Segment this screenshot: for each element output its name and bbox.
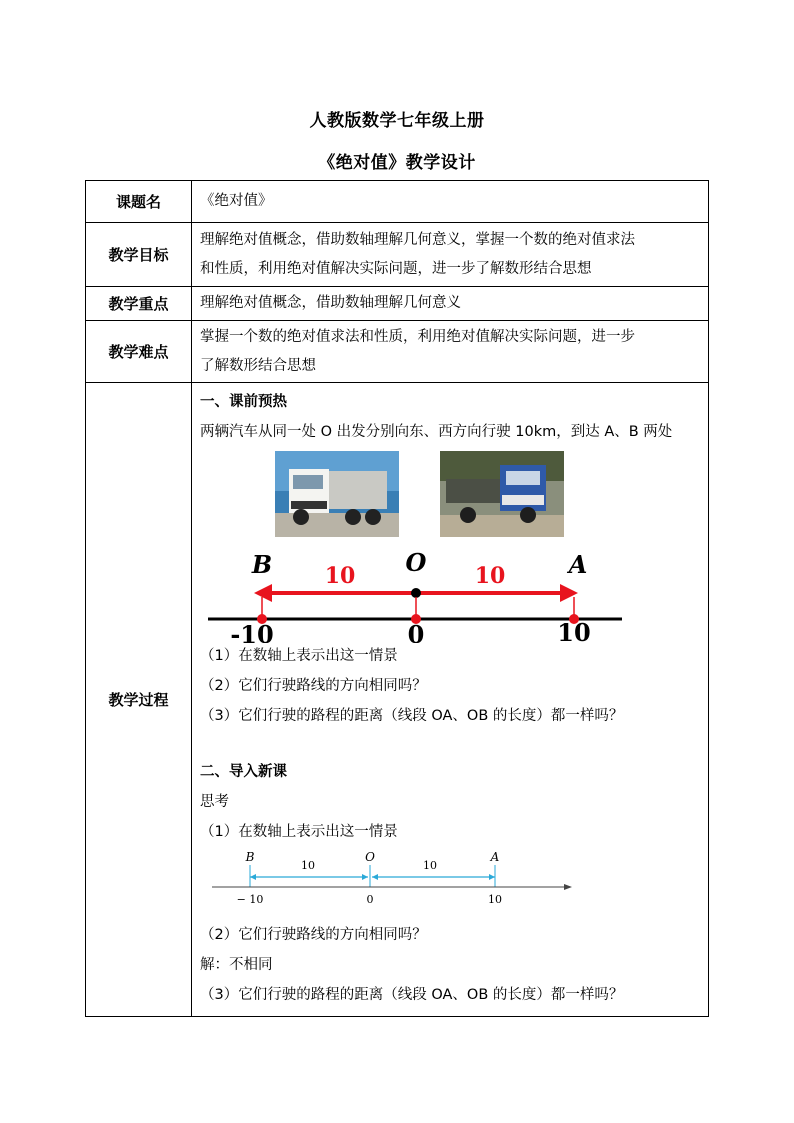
tick-label-10: 10: [488, 893, 502, 906]
row-label-objectives: 教学目标: [86, 223, 192, 287]
section2-heading: 二、导入新课: [200, 764, 287, 780]
objectives-line: 理解绝对值概念，借助数轴理解几何意义，掌握一个数的绝对值求法: [200, 231, 635, 248]
question-3: （3）它们行驶的路程的距离（线段 OA、OB 的长度）都一样吗？: [200, 708, 624, 724]
point-label-a: A: [568, 550, 588, 579]
tick-label-minus-10: − 10: [236, 893, 264, 906]
point-label-a: A: [490, 850, 500, 864]
difficulties-line: 掌握一个数的绝对值求法和性质，利用绝对值解决实际问题，进一步: [200, 328, 635, 345]
section2-question-3: （3）它们行驶的路程的距离（线段 OA、OB 的长度）都一样吗？: [200, 987, 624, 1003]
tick-label-minus-10: -10: [230, 620, 274, 643]
point-label-b: B: [245, 850, 255, 864]
arrowhead-middle-right: [372, 874, 378, 880]
difficulties-line: 了解数形结合思想: [200, 357, 316, 374]
arrowhead-left: [250, 874, 256, 880]
question-1: （1）在数轴上表示出这一情景: [200, 648, 398, 664]
number-line-diagram-2: [200, 849, 580, 907]
section1-heading: 一、课前预热: [200, 394, 287, 410]
tick-label-10: 10: [557, 618, 591, 643]
tick-label-0: 0: [366, 893, 374, 906]
table-row: [86, 321, 709, 383]
row-label-key-points: 教学重点: [86, 287, 192, 321]
question-2: （2）它们行驶路线的方向相同吗？: [200, 678, 427, 694]
document-title: 人教版数学七年级上册: [309, 111, 485, 131]
difficulties-value: [192, 321, 709, 383]
arrowhead-right: [489, 874, 495, 880]
axis-arrowhead: [564, 884, 572, 890]
trucks-number-line-figure: [200, 449, 700, 641]
document-subtitle: 《绝对值》教学设计: [318, 153, 476, 173]
dump-truck-image: [275, 451, 399, 537]
distance-label-left: 10: [324, 563, 356, 589]
blue-truck-image: [440, 451, 564, 537]
arrowhead-left: [254, 584, 272, 602]
arrowhead-middle-left: [362, 874, 368, 880]
origin-dot: [411, 588, 421, 598]
row-label-topic: 课题名: [86, 181, 192, 223]
distance-label-right: 10: [474, 563, 506, 589]
tick-label-0: 0: [407, 620, 425, 643]
process-content: [192, 383, 709, 1017]
key-points-value: 理解绝对值概念，借助数轴理解几何意义: [192, 287, 709, 321]
section2-answer: 解：不相同: [200, 957, 273, 973]
row-label-difficulties: 教学难点: [86, 321, 192, 383]
row-label-process: 教学过程: [86, 383, 192, 1017]
table-row: [86, 287, 709, 321]
number-line-diagram: [200, 547, 628, 643]
point-label-o: O: [405, 548, 427, 577]
lesson-plan-table: [85, 180, 709, 1017]
table-row: [86, 223, 709, 287]
spacer: [200, 731, 700, 757]
topic-value: 《绝对值》: [192, 181, 709, 223]
objectives-line: 和性质，利用绝对值解决实际问题，进一步了解数形结合思想: [200, 260, 592, 277]
distance-label-left: 10: [301, 859, 315, 872]
table-row: [86, 383, 709, 1017]
table-row: [86, 181, 709, 223]
think-label: 思考: [200, 794, 229, 810]
objectives-value: [192, 223, 709, 287]
point-label-b: B: [251, 550, 273, 579]
arrowhead-right: [560, 584, 578, 602]
section2-question-2: （2）它们行驶路线的方向相同吗？: [200, 927, 427, 943]
distance-label-right: 10: [423, 859, 437, 872]
point-label-o: O: [365, 850, 375, 864]
section2-question-1: （1）在数轴上表示出这一情景: [200, 824, 398, 840]
section1-intro: 两辆汽车从同一处 O 出发分别向东、西方向行驶 10km，到达 A、B 两处: [200, 424, 673, 440]
